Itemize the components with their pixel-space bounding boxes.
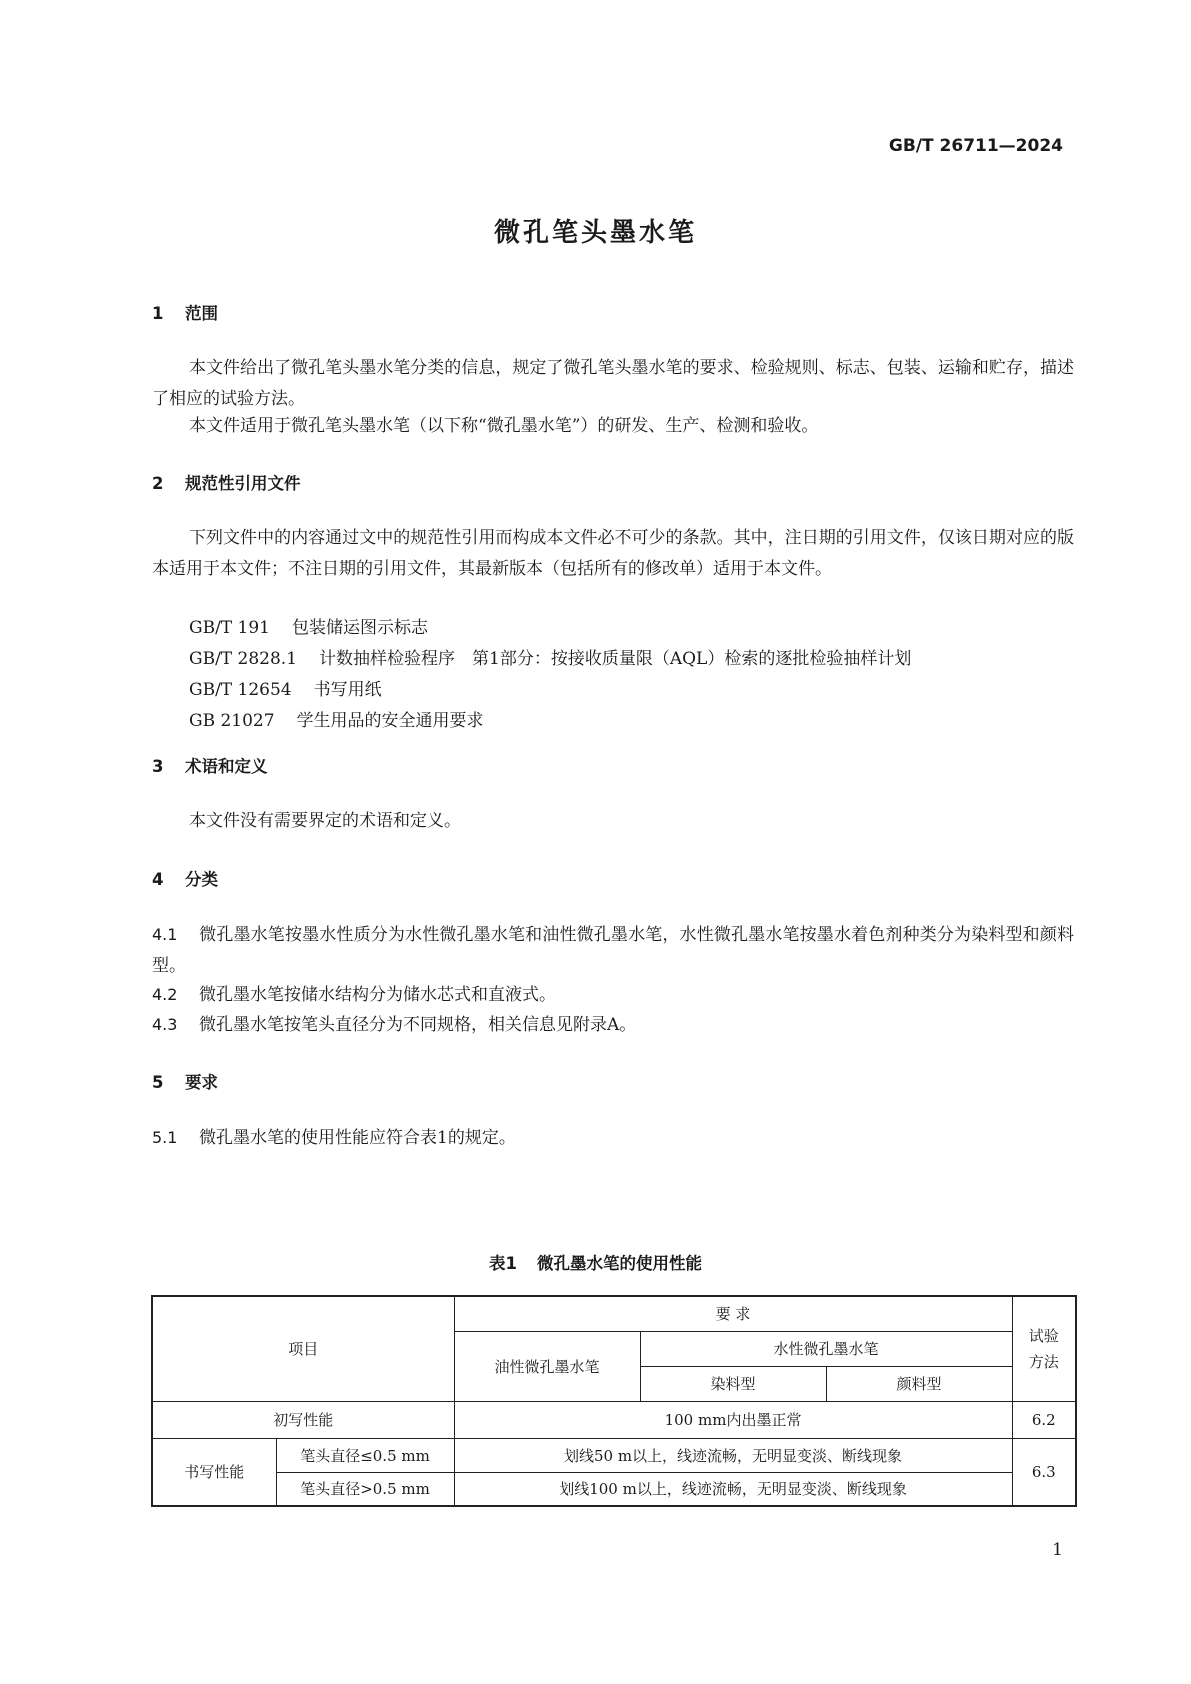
performance-table: [151, 1295, 1077, 1507]
cell-condition: 笔头直径>0.5 mm: [276, 1472, 454, 1506]
header-requirement: 要 求: [454, 1296, 1012, 1331]
header-test-method: 试验方法: [1012, 1296, 1076, 1401]
section-1-heading: [152, 300, 218, 324]
reference-code: GB/T 12654: [189, 680, 292, 700]
cell-method: 6.2: [1012, 1401, 1076, 1438]
reference-item: [189, 675, 382, 706]
table-label: 表1: [489, 1254, 517, 1273]
section-title: 术语和定义: [185, 757, 268, 776]
clause-5-1: [152, 1122, 1074, 1154]
header-dye-type: 染料型: [640, 1366, 826, 1401]
clause-number: 5.1: [152, 1128, 178, 1147]
header-item: 项目: [152, 1296, 454, 1401]
clause-text: 微孔墨水笔按笔头直径分为不同规格，相关信息见附录A。: [199, 1015, 637, 1035]
table-caption-text: 微孔墨水笔的使用性能: [536, 1254, 702, 1273]
page-number: 1: [1052, 1540, 1063, 1560]
reference-name: 计数抽样检验程序 第1部分：按接收质量限（AQL）检索的逐批检验抽样计划: [319, 649, 912, 669]
section-title: 要求: [185, 1073, 218, 1092]
section-1-paragraph-1: 本文件给出了微孔笔头墨水笔分类的信息，规定了微孔笔头墨水笔的要求、检验规则、标志、包装、运输和贮存，描述了相应的试验方法。: [152, 358, 1074, 409]
clause-number: 4.3: [152, 1015, 178, 1034]
clause-number: 4.1: [152, 925, 178, 944]
clause-4-3: [152, 1009, 1074, 1041]
reference-code: GB/T 2828.1: [189, 649, 298, 669]
cell-item: 初写性能: [152, 1401, 454, 1438]
section-title: 分类: [185, 870, 218, 889]
table-row: [152, 1438, 1076, 1472]
clause-number: 4.2: [152, 985, 178, 1004]
reference-item: [189, 706, 484, 737]
section-title: 规范性引用文件: [185, 474, 301, 493]
standard-number: GB/T 26711—2024: [888, 136, 1063, 156]
header-pigment-type: 颜料型: [826, 1366, 1012, 1401]
table-row: [152, 1401, 1076, 1438]
reference-code: GB 21027: [189, 711, 275, 731]
section-3-heading: [152, 753, 268, 777]
section-5-heading: [152, 1069, 218, 1093]
header-oil-pen: 油性微孔墨水笔: [454, 1331, 640, 1401]
section-number: 3: [152, 757, 164, 776]
clause-text: 微孔墨水笔按墨水性质分为水性微孔墨水笔和油性微孔墨水笔，水性微孔墨水笔按墨水着色剂种类分为染料型和颜料型。: [152, 925, 1074, 976]
section-number: 2: [152, 474, 164, 493]
clause-text: 微孔墨水笔的使用性能应符合表1的规定。: [199, 1128, 516, 1148]
section-number: 1: [152, 304, 164, 323]
cell-condition: 笔头直径≤0.5 mm: [276, 1438, 454, 1472]
table-caption: [0, 1250, 1191, 1274]
section-3-paragraph-1: 本文件没有需要界定的术语和定义。: [189, 811, 461, 831]
cell-requirement: 划线100 m以上，线迹流畅，无明显变淡、断线现象: [454, 1472, 1012, 1506]
clause-text: 微孔墨水笔按储水结构分为储水芯式和直液式。: [199, 985, 556, 1005]
clause-4-1: [152, 919, 1074, 982]
header-water-pen: 水性微孔墨水笔: [640, 1331, 1012, 1366]
clause-4-2: [152, 979, 1074, 1011]
reference-name: 包装储运图示标志: [292, 618, 428, 638]
reference-name: 学生用品的安全通用要求: [296, 711, 484, 731]
document-title: 微孔笔头墨水笔: [493, 218, 697, 248]
section-1-paragraph-2: 本文件适用于微孔笔头墨水笔（以下称“微孔墨水笔”）的研发、生产、检测和验收。: [189, 416, 819, 436]
reference-name: 书写用纸: [313, 680, 382, 700]
cell-method: 6.3: [1012, 1438, 1076, 1506]
section-number: 4: [152, 870, 164, 889]
section-2-heading: [152, 470, 301, 494]
reference-item: [189, 613, 428, 644]
table-row: [152, 1472, 1076, 1506]
section-2-paragraph-1: 下列文件中的内容通过文中的规范性引用而构成本文件必不可少的条款。其中，注日期的引用文件，仅该日期对应的版本适用于本文件；不注日期的引用文件，其最新版本（包括所有的修改单）适用于本文件。: [152, 528, 1074, 579]
section-title: 范围: [185, 304, 218, 323]
section-number: 5: [152, 1073, 164, 1092]
cell-requirement: 划线50 m以上，线迹流畅，无明显变淡、断线现象: [454, 1438, 1012, 1472]
cell-requirement: 100 mm内出墨正常: [454, 1401, 1012, 1438]
section-4-heading: [152, 866, 218, 890]
cell-item: 书写性能: [152, 1438, 276, 1506]
reference-item: [189, 644, 911, 675]
reference-code: GB/T 191: [189, 618, 270, 638]
